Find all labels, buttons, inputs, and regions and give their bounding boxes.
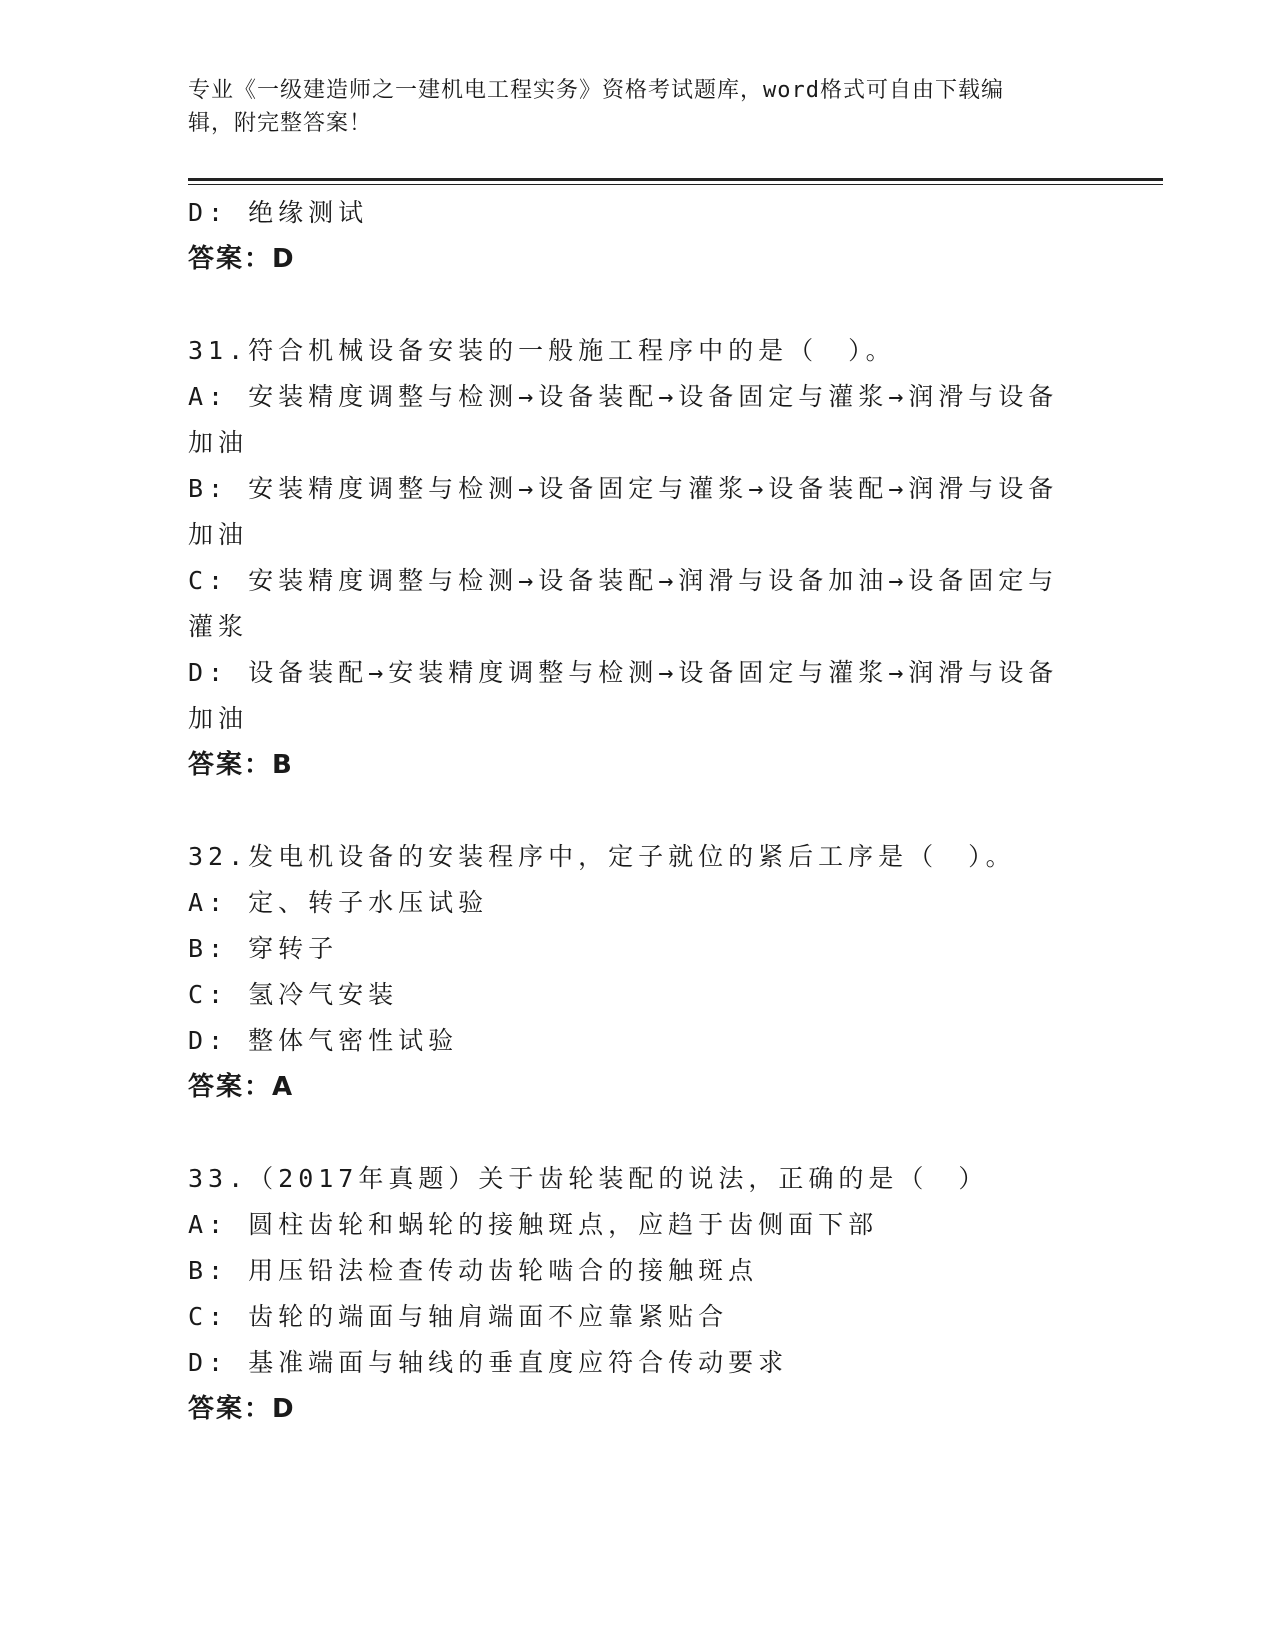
question-31 <box>188 328 1078 788</box>
spacer <box>188 282 1078 328</box>
answer-line: 答案：D <box>188 244 296 274</box>
header-divider-thick <box>188 178 1163 181</box>
header-divider-thin <box>188 184 1163 185</box>
option-d: D: 基准端面与轴线的垂直度应符合传动要求 <box>188 1348 789 1377</box>
option-a: A: 定、转子水压试验 <box>188 888 489 917</box>
document-header <box>188 74 1068 140</box>
option-a: A: 圆柱齿轮和蜗轮的接触斑点，应趋于齿侧面下部 <box>188 1210 879 1239</box>
option-b: B: 穿转子 <box>188 934 339 963</box>
option-d: D: 设备装配→安装精度调整与检测→设备固定与灌浆→润滑与设备加油 <box>188 658 1059 733</box>
spacer <box>188 1110 1078 1156</box>
question-stem: 32.发电机设备的安装程序中，定子就位的紧后工序是（ ）。 <box>188 842 1016 871</box>
option-a: A: 安装精度调整与检测→设备装配→设备固定与灌浆→润滑与设备加油 <box>188 382 1059 457</box>
question-stem: 31.符合机械设备安装的一般施工程序中的是（ ）。 <box>188 336 896 365</box>
option-c: C: 安装精度调整与检测→设备装配→润滑与设备加油→设备固定与灌浆 <box>188 566 1059 641</box>
question-stem: 33.（2017年真题）关于齿轮装配的说法，正确的是（ ） <box>188 1164 989 1193</box>
question-33 <box>188 1156 1078 1432</box>
answer-line: 答案：D <box>188 1394 296 1424</box>
spacer <box>188 788 1078 834</box>
header-title-line-1: 专业《一级建造师之一建机电工程实务》资格考试题库，word格式可自由下载编 <box>188 78 1004 103</box>
option-d: D: 绝缘测试 <box>188 198 369 227</box>
option-d: D: 整体气密性试验 <box>188 1026 459 1055</box>
option-b: B: 安装精度调整与检测→设备固定与灌浆→设备装配→润滑与设备加油 <box>188 474 1059 549</box>
answer-line: 答案：A <box>188 1072 295 1102</box>
question-32 <box>188 834 1078 1110</box>
option-c: C: 齿轮的端面与轴肩端面不应靠紧贴合 <box>188 1302 729 1331</box>
header-title-line-2: 辑，附完整答案！ <box>188 111 373 136</box>
option-c: C: 氢冷气安装 <box>188 980 399 1009</box>
question-30-tail <box>188 190 1078 282</box>
option-b: B: 用压铅法检查传动齿轮啮合的接触斑点 <box>188 1256 759 1285</box>
answer-line: 答案：B <box>188 750 294 780</box>
document-body <box>188 190 1078 1432</box>
